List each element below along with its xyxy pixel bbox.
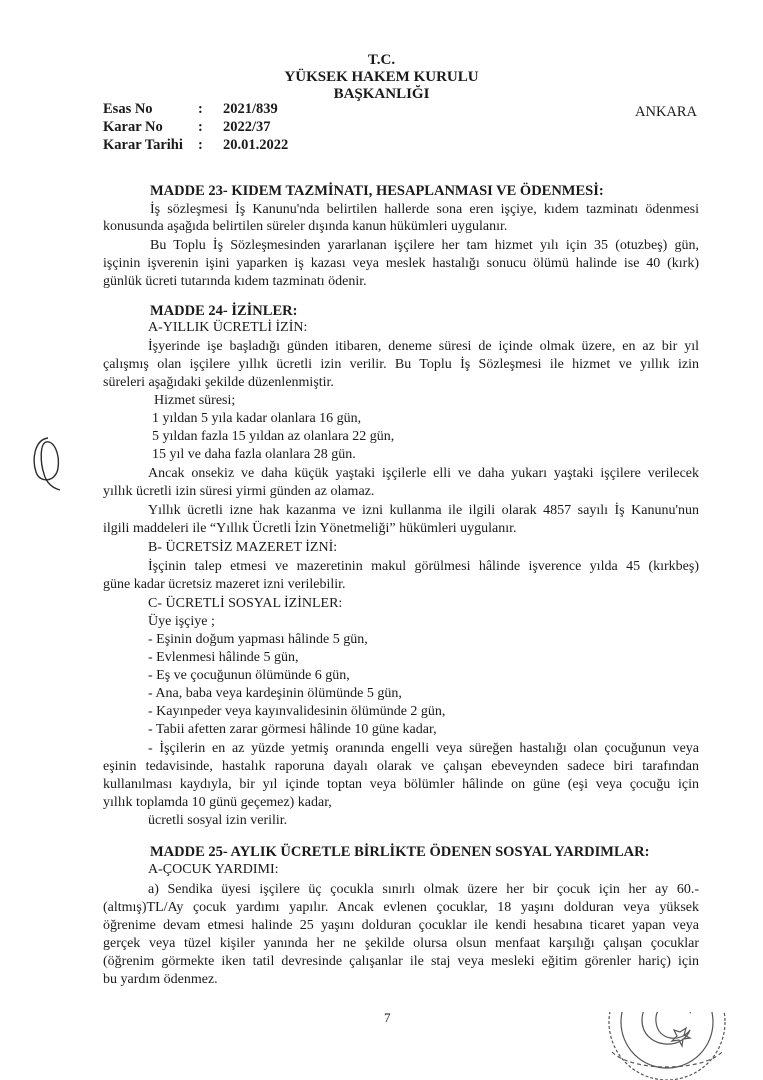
madde-25-line: (öğrenim görmekte iken tatil devresinde çalışanlar ile staj veya mesleki eğitim görenler hariç) için (103, 954, 699, 969)
madde-24-line: güne kadar ücretsiz mazeret izni verilebilir. (103, 577, 346, 592)
madde-24-line: yıllık ücretli izin süresi yirmi günden az olamaz. (103, 484, 375, 499)
list-item: - Tabii afetten zarar görmesi hâlinde 10 güne kadar, (148, 722, 437, 737)
list-item: - Ana, baba veya kardeşinin ölümünde 5 gün, (148, 686, 402, 701)
madde-24-line: Üye işçiye ; (148, 614, 215, 629)
madde-23-line: işçinin işverenin işini yaparken iş kazası veya meslek hastalığı sonucu ölümü halinde ise 40 (kırk) (103, 256, 699, 271)
subsection-title: C- ÜCRETLİ SOSYAL İZİNLER: (148, 596, 343, 611)
madde-25-line: öğrenime devam etmesi halinde 25 yaşını dolduran çocuklar ile kendi hesabına ticaret yapan veya (103, 918, 699, 933)
list-item: - Kayınpeder veya kayınvalidesinin ölümünde 2 gün, (148, 704, 446, 719)
madde-24-line: kullanılması kaydıyla, bir yıl içinde toptan veya bölümler hâlinde on güne (eşi veya çocuğu için (103, 777, 699, 792)
karar-value: 2022/37 (223, 119, 271, 135)
tarih-value: 20.01.2022 (223, 137, 289, 153)
tarih-label: Karar Tarihi (103, 137, 183, 153)
esas-value: 2021/839 (223, 101, 278, 117)
karar-sep: : (198, 119, 203, 135)
madde-24-title: MADDE 24- İZİNLER: (150, 303, 298, 319)
madde-24-line: Ancak onsekiz ve daha küçük yaştaki işçilerle elli ve daha yukarı yaştaki işçilere verilecek (148, 466, 699, 481)
madde-24-line: 15 yıl ve daha fazla olanlara 28 gün. (152, 447, 356, 462)
city-label: ANKARA (635, 104, 698, 120)
header-line-1: T.C. (367, 52, 396, 68)
madde-24-line: süreleri aşağıdaki şekilde düzenlenmiştir. (103, 375, 334, 390)
madde-25-line: a) Sendika üyesi işçilere üç çocukla sınırlı olmak üzere her bir çocuk için her ay 60.- (148, 882, 699, 897)
madde-23-line: Bu Toplu İş Sözleşmesinden yararlanan işçilere her tam hizmet yılı için 35 (otuzbeş) gün, (150, 238, 699, 253)
header-line-2: YÜKSEK HAKEM KURULU (284, 69, 479, 85)
list-item: - Eşinin doğum yapması hâlinde 5 gün, (148, 632, 368, 647)
madde-25-line: (altmış)TL/Ay çocuk yardımı yapılır. Ancak evlenen çocuklar, 18 yaşını dolduran veya yüksek (103, 900, 699, 915)
tarih-row (103, 137, 288, 154)
madde-23-line: günlük ücreti tutarında kıdem tazminatı ödenir. (103, 274, 367, 289)
madde-24-line: ücretli sosyal izin verilir. (148, 813, 288, 828)
list-item: - Eş ve çocuğunun ölümünde 6 gün, (148, 668, 350, 683)
tarih-sep: : (198, 137, 203, 153)
subsection-title: B- ÜCRETSİZ MAZERET İZNİ: (148, 540, 338, 555)
subsection-title: A-ÇOCUK YARDIMI: (148, 862, 279, 877)
madde-24-line: çalışmış olan işçilere yıllık ücretli izin verilir. Bu Toplu İş Sözleşmesi ile hizmet ve yıllık izin (103, 357, 699, 372)
madde-23-title: MADDE 23- KIDEM TAZMİNATI, HESAPLANMASI VE ÖDENMESİ: (150, 183, 604, 199)
madde-24-line: Yıllık ücretli izne hak kazanma ve izni kullanma ile ilgili olarak 4857 sayılı İş Kanunu'nun (148, 503, 699, 518)
esas-row (103, 101, 278, 118)
subsection-title: A-YILLIK ÜCRETLİ İZİN: (148, 320, 308, 335)
karar-label: Karar No (103, 119, 163, 135)
madde-24-line: İşyerinde işe başladığı günden itibaren, deneme süresi de içinde olmak üzere, en az bir yıl (148, 339, 699, 354)
list-item: - Evlenmesi hâlinde 5 gün, (148, 650, 299, 665)
madde-24-line: 1 yıldan 5 yıla kadar olanlara 16 gün, (152, 411, 362, 426)
madde-24-line: İşçinin talep etmesi ve mazeretinin makul görülmesi hâlinde işverence yılda 45 (kırkbeş) (148, 559, 699, 574)
handwritten-mark-icon (26, 432, 66, 492)
official-stamp-icon (572, 1012, 762, 1080)
madde-24-line: eşinin tedavisinde, hastalık raporuna dayalı olarak ve çalışan ebeveynden sadece biri tarafından (103, 759, 699, 774)
list-item: - İşçilerin en az yüzde yetmiş oranında engelli veya süreğen hastalığı olan çocuğunun veya (148, 741, 699, 756)
esas-sep: : (198, 101, 203, 117)
madde-23-line: İş sözleşmesi İş Kanunu'nda belirtilen hallerde sona eren işçiye, kıdem tazminatı ödenmesi (150, 202, 699, 217)
header-line-3: BAŞKANLIĞI (333, 86, 430, 102)
madde-24-line: ilgili maddeleri ile “Yıllık Ücretli İzin Yönetmeliği” hükümleri uygulanır. (103, 521, 517, 536)
madde-24-line: yıllık toplamda 10 günü geçemez) kadar, (103, 795, 332, 810)
madde-25-line: gerçek veya tüzel kişiler yanında her ne şekilde olursa olsun menfaat karşılığı çalışan çocuklar (103, 936, 699, 951)
madde-24-line: 5 yıldan fazla 15 yıldan az olanlara 22 gün, (152, 429, 395, 444)
page-number: 7 (384, 1010, 391, 1025)
madde-25-line: bu yardım ödenmez. (103, 972, 218, 987)
madde-24-line: Hizmet süresi; (154, 393, 236, 408)
karar-row (103, 119, 271, 136)
madde-23-line: konusunda aşağıda belirtilen süreler dışında kanun hükümleri uygulanır. (103, 219, 508, 234)
madde-25-title: MADDE 25- AYLIK ÜCRETLE BİRLİKTE ÖDENEN SOSYAL YARDIMLAR: (150, 844, 650, 860)
esas-label: Esas No (103, 101, 153, 117)
